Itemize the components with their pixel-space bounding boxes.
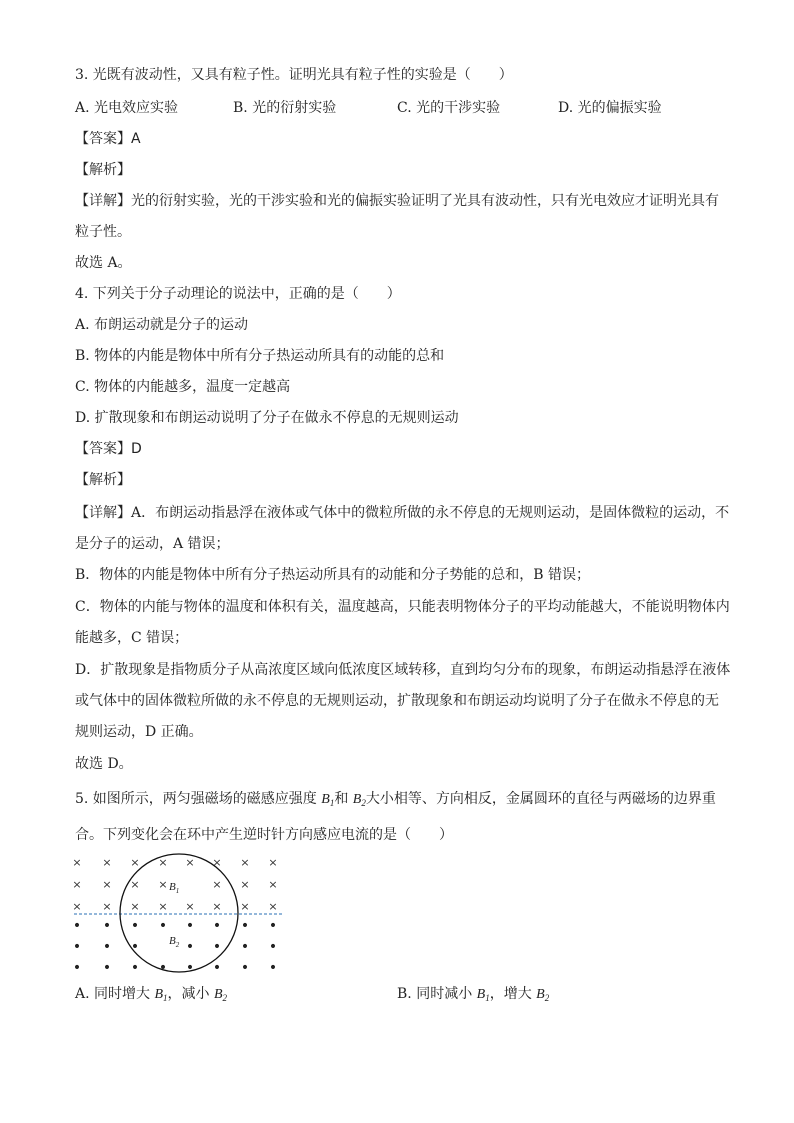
field-cross: × xyxy=(102,900,112,913)
q5-stem-line-2: 合。下列变化会在环中产生逆时针方向感应电流的是（ ） xyxy=(75,827,453,843)
field-dot: • xyxy=(158,918,168,934)
b2-figure-label: $B_2$ xyxy=(169,935,180,949)
field-dot: • xyxy=(72,918,82,934)
field-dot: • xyxy=(212,960,222,976)
field-dot: • xyxy=(240,918,250,934)
q4-stem: 4. 下列关于分子动理论的说法中，正确的是（ ） xyxy=(75,286,401,302)
field-dot: • xyxy=(268,960,278,976)
field-dot: • xyxy=(72,960,82,976)
q4-detail-line-1: 【详解】A．布朗运动指悬浮在液体或气体中的微粒所做的永不停息的无规则运动，是固体微粒的运动，不 xyxy=(75,505,730,521)
field-cross: × xyxy=(185,900,195,913)
field-cross: × xyxy=(130,856,140,869)
q4-detail-line-4: C．物体的内能与物体的温度和体积有关，温度越高，只能表明物体分子的平均动能越大，不能说明物体内 xyxy=(75,599,730,615)
field-dot: • xyxy=(212,939,222,955)
b2-symbol: $B_2$ xyxy=(352,792,366,808)
q5-option-b: B. 同时减小 $B_1$，增大 $B_2$ xyxy=(397,986,550,1003)
q4-option-d: D. 扩散现象和布朗运动说明了分子在做永不停息的无规则运动 xyxy=(75,410,459,426)
field-dot: • xyxy=(130,960,140,976)
q4-option-a: A. 布朗运动就是分子的运动 xyxy=(75,317,249,333)
q4-detail-line-6: D．扩散现象是指物质分子从高浓度区域向低浓度区域转移，直到均匀分布的现象，布朗运动指悬浮在液体 xyxy=(75,662,731,678)
b1-figure-label: $B_1$ xyxy=(169,881,180,895)
field-dot: • xyxy=(130,918,140,934)
field-cross: × xyxy=(212,900,222,913)
q4-detail-line-8: 规则运动，D 正确。 xyxy=(75,724,203,740)
q5-stem-line-1 xyxy=(75,790,716,812)
field-dot: • xyxy=(130,939,140,955)
q5-stem-and: 和 xyxy=(334,791,349,807)
q4-detail-line-3: B．物体的内能是物体中所有分子热运动所具有的动能和分子势能的总和，B 错误； xyxy=(75,567,591,583)
q3-conclusion: 故选 A。 xyxy=(75,255,132,271)
field-dot: • xyxy=(240,939,250,955)
field-cross: × xyxy=(268,900,278,913)
q3-option-c: C. 光的干涉实验 xyxy=(397,100,501,116)
metal-ring xyxy=(120,854,238,972)
field-dot: • xyxy=(102,918,112,934)
field-cross: × xyxy=(130,878,140,891)
q3-detail-line-1: 【详解】光的衍射实验，光的干涉实验和光的偏振实验证明了光具有波动性，只有光电效应才证明光具有 xyxy=(75,193,719,209)
q4-detail-line-7: 或气体中的固体微粒所做的永不停息的无规则运动，扩散现象和布朗运动均说明了分子在做永不停息的无 xyxy=(75,693,719,709)
field-dot: • xyxy=(240,960,250,976)
field-cross: × xyxy=(158,856,168,869)
field-cross: × xyxy=(102,856,112,869)
q3-detail-line-2: 粒子性。 xyxy=(75,224,131,240)
q4-analysis-heading: 【解析】 xyxy=(75,472,131,488)
field-cross: × xyxy=(240,878,250,891)
field-cross: × xyxy=(212,856,222,869)
field-dot: • xyxy=(72,939,82,955)
q4-answer: 【答案】D xyxy=(75,441,142,457)
field-dot: • xyxy=(185,918,195,934)
field-cross: × xyxy=(212,878,222,891)
q3-option-d: D. 光的偏振实验 xyxy=(558,100,662,116)
q4-option-b: B. 物体的内能是物体中所有分子热运动所具有的动能的总和 xyxy=(75,348,445,364)
field-dot: • xyxy=(102,960,112,976)
field-cross: × xyxy=(130,900,140,913)
field-cross: × xyxy=(72,878,82,891)
field-cross: × xyxy=(268,878,278,891)
field-cross: × xyxy=(185,856,195,869)
b1-symbol: $B_1$ xyxy=(321,792,335,808)
field-cross: × xyxy=(158,878,168,891)
field-dot: • xyxy=(158,960,168,976)
q4-option-c: C. 物体的内能越多，温度一定越高 xyxy=(75,379,291,395)
q3-stem: 3. 光既有波动性，又具有粒子性。证明光具有粒子性的实验是（ ） xyxy=(75,67,513,83)
q4-detail-line-5: 能越多，C 错误； xyxy=(75,630,189,646)
q5-stem-part-2: 大小相等、方向相反，金属圆环的直径与两磁场的边界重 xyxy=(365,791,716,807)
field-cross: × xyxy=(102,878,112,891)
field-dot: • xyxy=(185,939,195,955)
q4-detail-line-2: 是分子的运动，A 错误； xyxy=(75,536,230,552)
magnetic-field-figure xyxy=(62,848,287,978)
q5-stem-part-1: 5. 如图所示，两匀强磁场的磁感应强度 xyxy=(75,791,317,807)
q3-option-b: B. 光的衍射实验 xyxy=(233,100,337,116)
field-cross: × xyxy=(240,856,250,869)
q5-option-a: A. 同时增大 $B_1$，减小 $B_2$ xyxy=(75,986,228,1003)
field-cross: × xyxy=(72,856,82,869)
q3-option-a: A. 光电效应实验 xyxy=(75,100,179,116)
field-dot: • xyxy=(102,939,112,955)
field-dot: • xyxy=(185,960,195,976)
q4-conclusion: 故选 D。 xyxy=(75,756,133,772)
field-dot: • xyxy=(212,918,222,934)
field-cross: × xyxy=(72,900,82,913)
field-dot: • xyxy=(268,918,278,934)
field-cross: × xyxy=(158,900,168,913)
field-cross: × xyxy=(240,900,250,913)
q3-analysis-heading: 【解析】 xyxy=(75,162,131,178)
q3-answer: 【答案】A xyxy=(75,131,141,147)
field-dot: • xyxy=(268,939,278,955)
field-cross: × xyxy=(268,856,278,869)
